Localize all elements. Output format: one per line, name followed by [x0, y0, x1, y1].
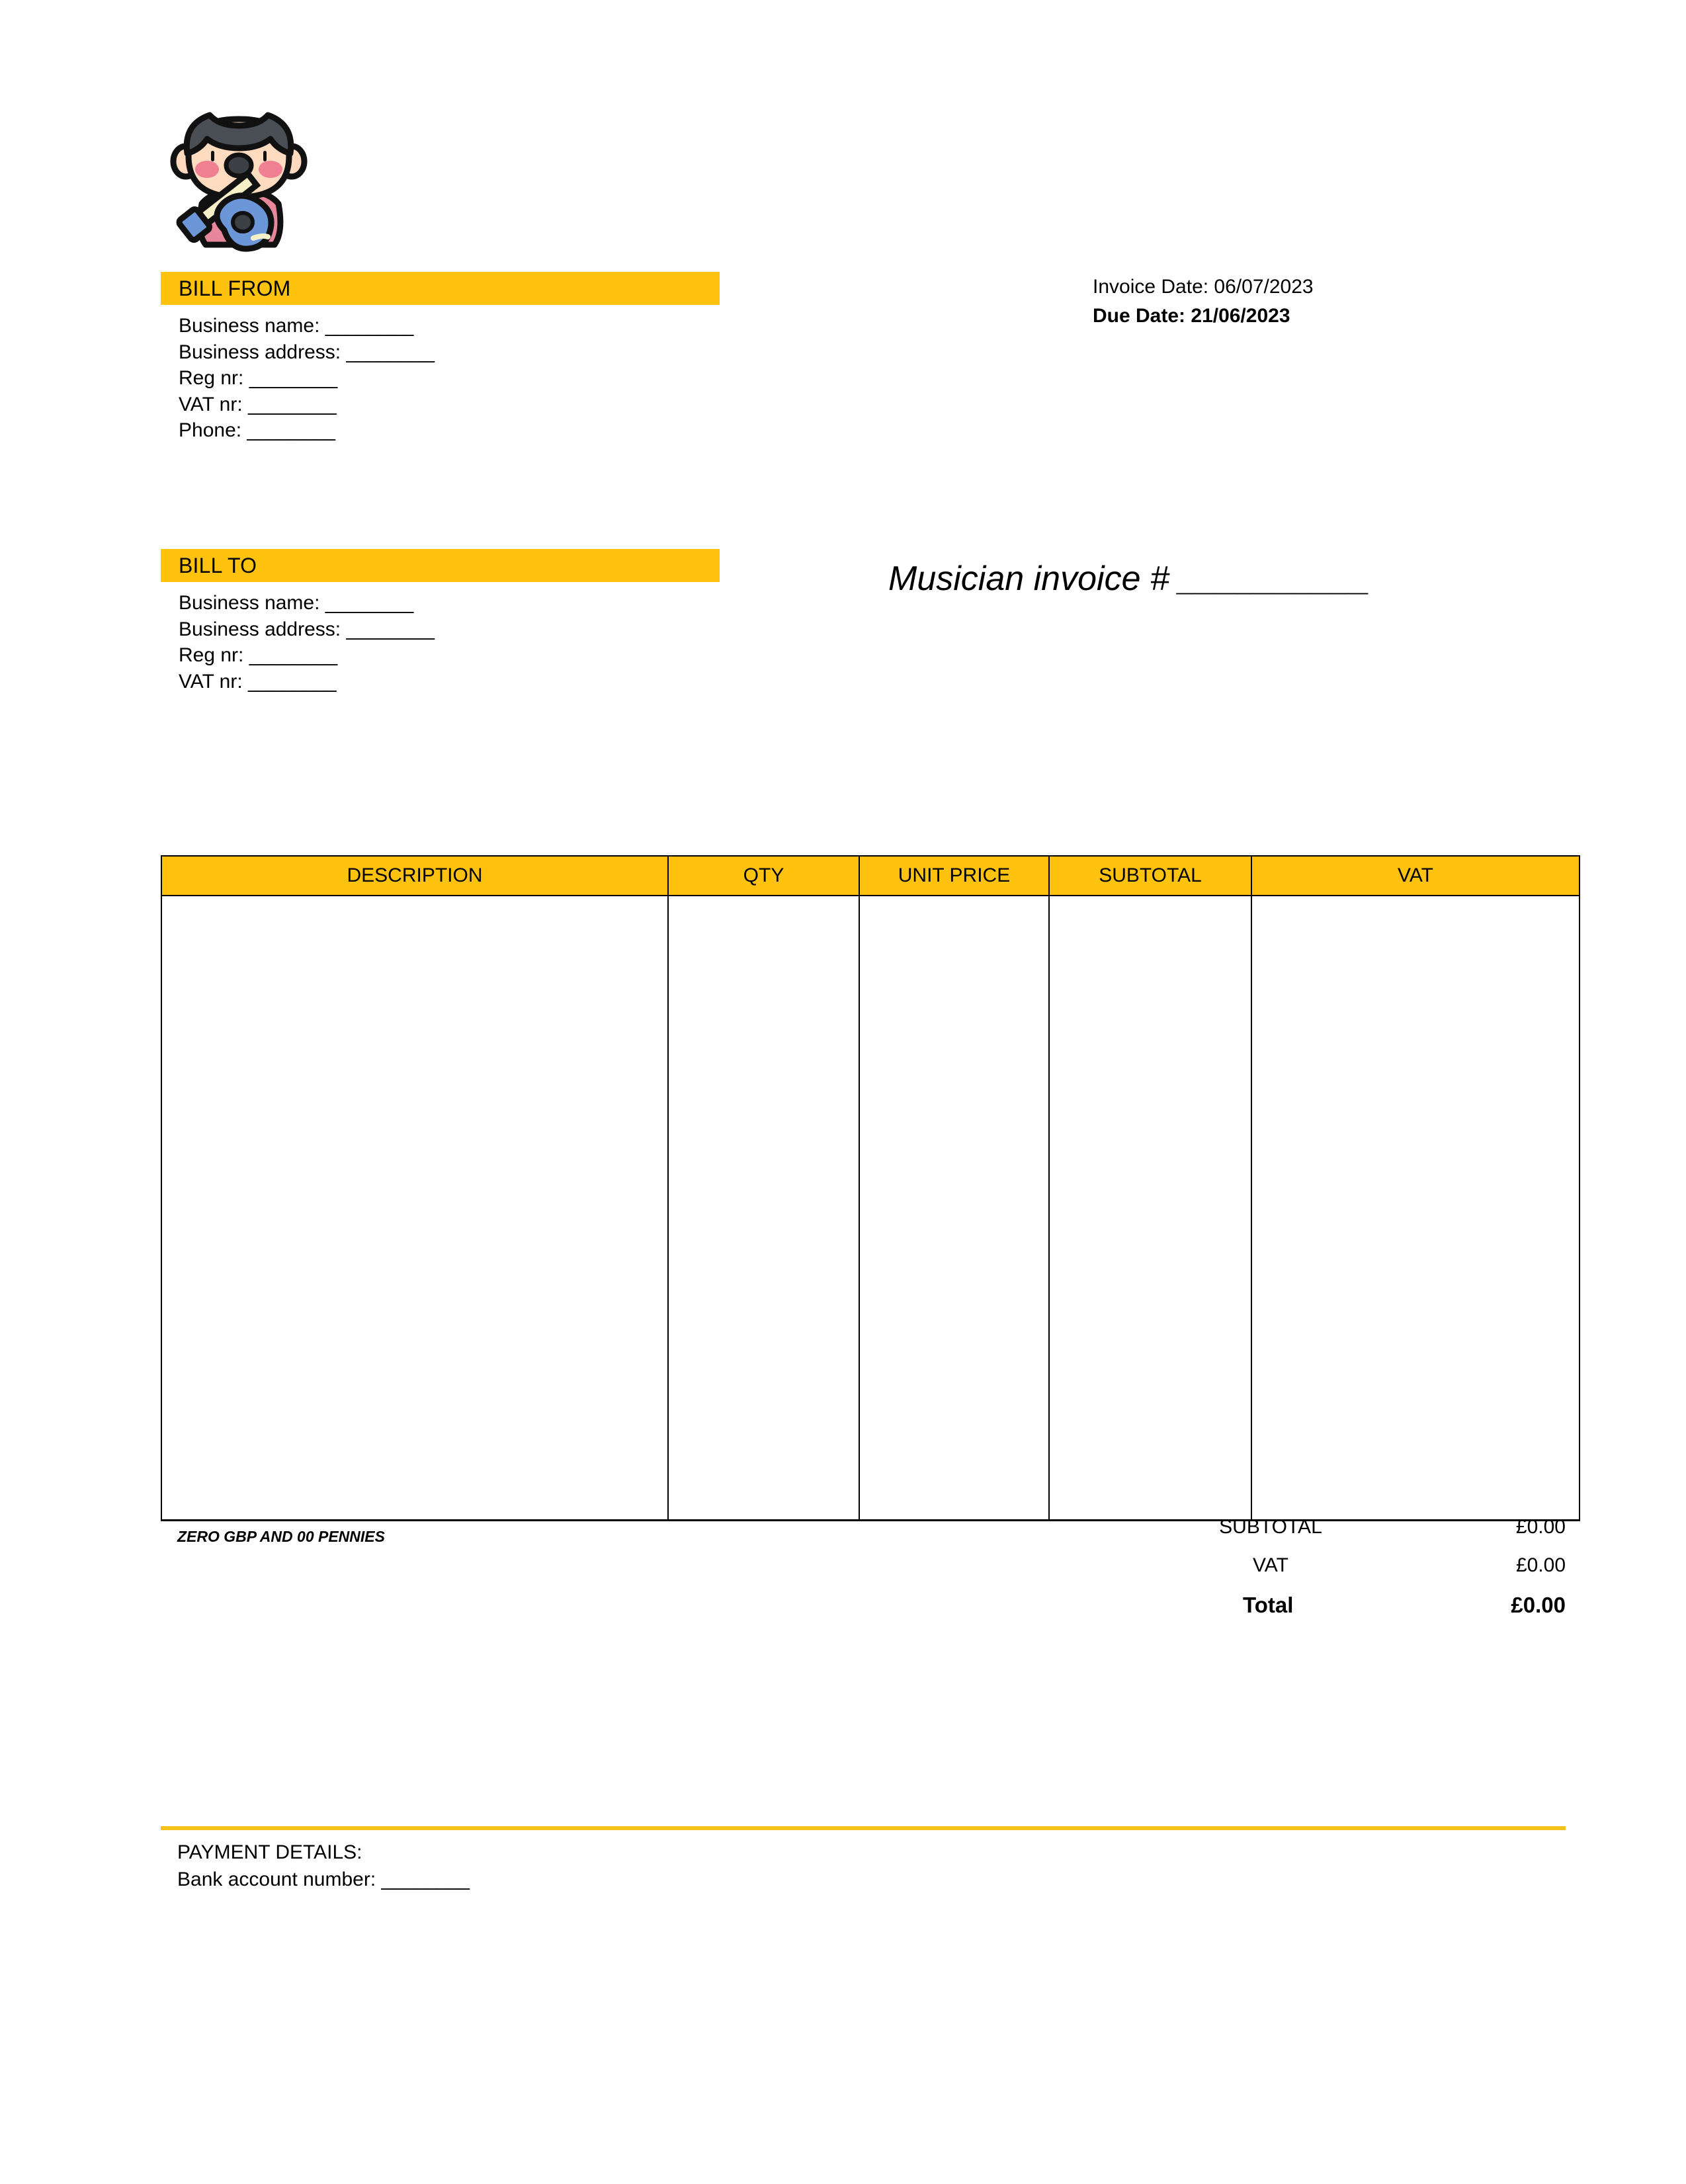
- totals-label-subtotal: SUBTOTAL: [1219, 1516, 1322, 1538]
- column-header-unit-price: UNIT PRICE: [859, 856, 1049, 896]
- totals-label-vat: VAT: [1253, 1554, 1288, 1576]
- cell-vat[interactable]: [1251, 896, 1580, 1521]
- bill-from-business-address: Business address: ________: [179, 341, 435, 363]
- totals-value-subtotal: £0.00: [1515, 1516, 1566, 1538]
- totals-value-total: £0.00: [1511, 1593, 1566, 1617]
- cell-description[interactable]: [161, 896, 668, 1521]
- totals-block: [1025, 1516, 1566, 1631]
- payment-details: [177, 1839, 470, 1894]
- column-header-description: DESCRIPTION: [161, 856, 668, 896]
- bill-to-fields: [179, 590, 435, 694]
- payment-details-heading: PAYMENT DETAILS:: [177, 1841, 362, 1863]
- amount-in-words: ZERO GBP AND 00 PENNIES: [177, 1528, 385, 1545]
- cell-subtotal[interactable]: [1049, 896, 1251, 1521]
- cell-qty[interactable]: [668, 896, 859, 1521]
- bank-account-number: Bank account number: ________: [177, 1869, 470, 1891]
- page-title: Musician invoice # __________: [888, 560, 1370, 598]
- bill-from-header: [161, 272, 720, 305]
- musician-guitar-avatar-icon: [161, 93, 319, 258]
- due-date: Due Date: 21/06/2023: [1093, 304, 1290, 327]
- bill-from-title: BILL FROM: [179, 276, 291, 300]
- bill-from-business-name: Business name: ________: [179, 315, 414, 337]
- line-items-table: [161, 855, 1580, 1521]
- totals-row-subtotal: [1025, 1516, 1566, 1554]
- bill-from-fields: [179, 313, 435, 444]
- totals-value-vat: £0.00: [1515, 1554, 1566, 1576]
- bill-to-business-name: Business name: ________: [179, 592, 414, 614]
- payment-divider: [161, 1826, 1566, 1830]
- bill-to-reg-nr: Reg nr: ________: [179, 644, 338, 667]
- invoice-date: Invoice Date: 06/07/2023: [1093, 276, 1314, 298]
- bill-to-vat-nr: VAT nr: ________: [179, 670, 337, 693]
- bill-to-header: [161, 549, 720, 582]
- bill-to-business-address: Business address: ________: [179, 618, 435, 640]
- table-header-row: [161, 856, 1580, 896]
- invoice-dates: [1093, 273, 1314, 330]
- column-header-subtotal: SUBTOTAL: [1049, 856, 1251, 896]
- totals-row-vat: [1025, 1554, 1566, 1593]
- table-row: [161, 896, 1580, 1521]
- totals-row-total: [1025, 1593, 1566, 1631]
- column-header-vat: VAT: [1251, 856, 1580, 896]
- bill-to-title: BILL TO: [179, 553, 257, 577]
- column-header-qty: QTY: [668, 856, 859, 896]
- bill-from-phone: Phone: ________: [179, 419, 335, 442]
- totals-label-total: Total: [1243, 1593, 1294, 1617]
- bill-from-vat-nr: VAT nr: ________: [179, 393, 337, 415]
- cell-unit-price[interactable]: [859, 896, 1049, 1521]
- bill-from-reg-nr: Reg nr: ________: [179, 367, 338, 390]
